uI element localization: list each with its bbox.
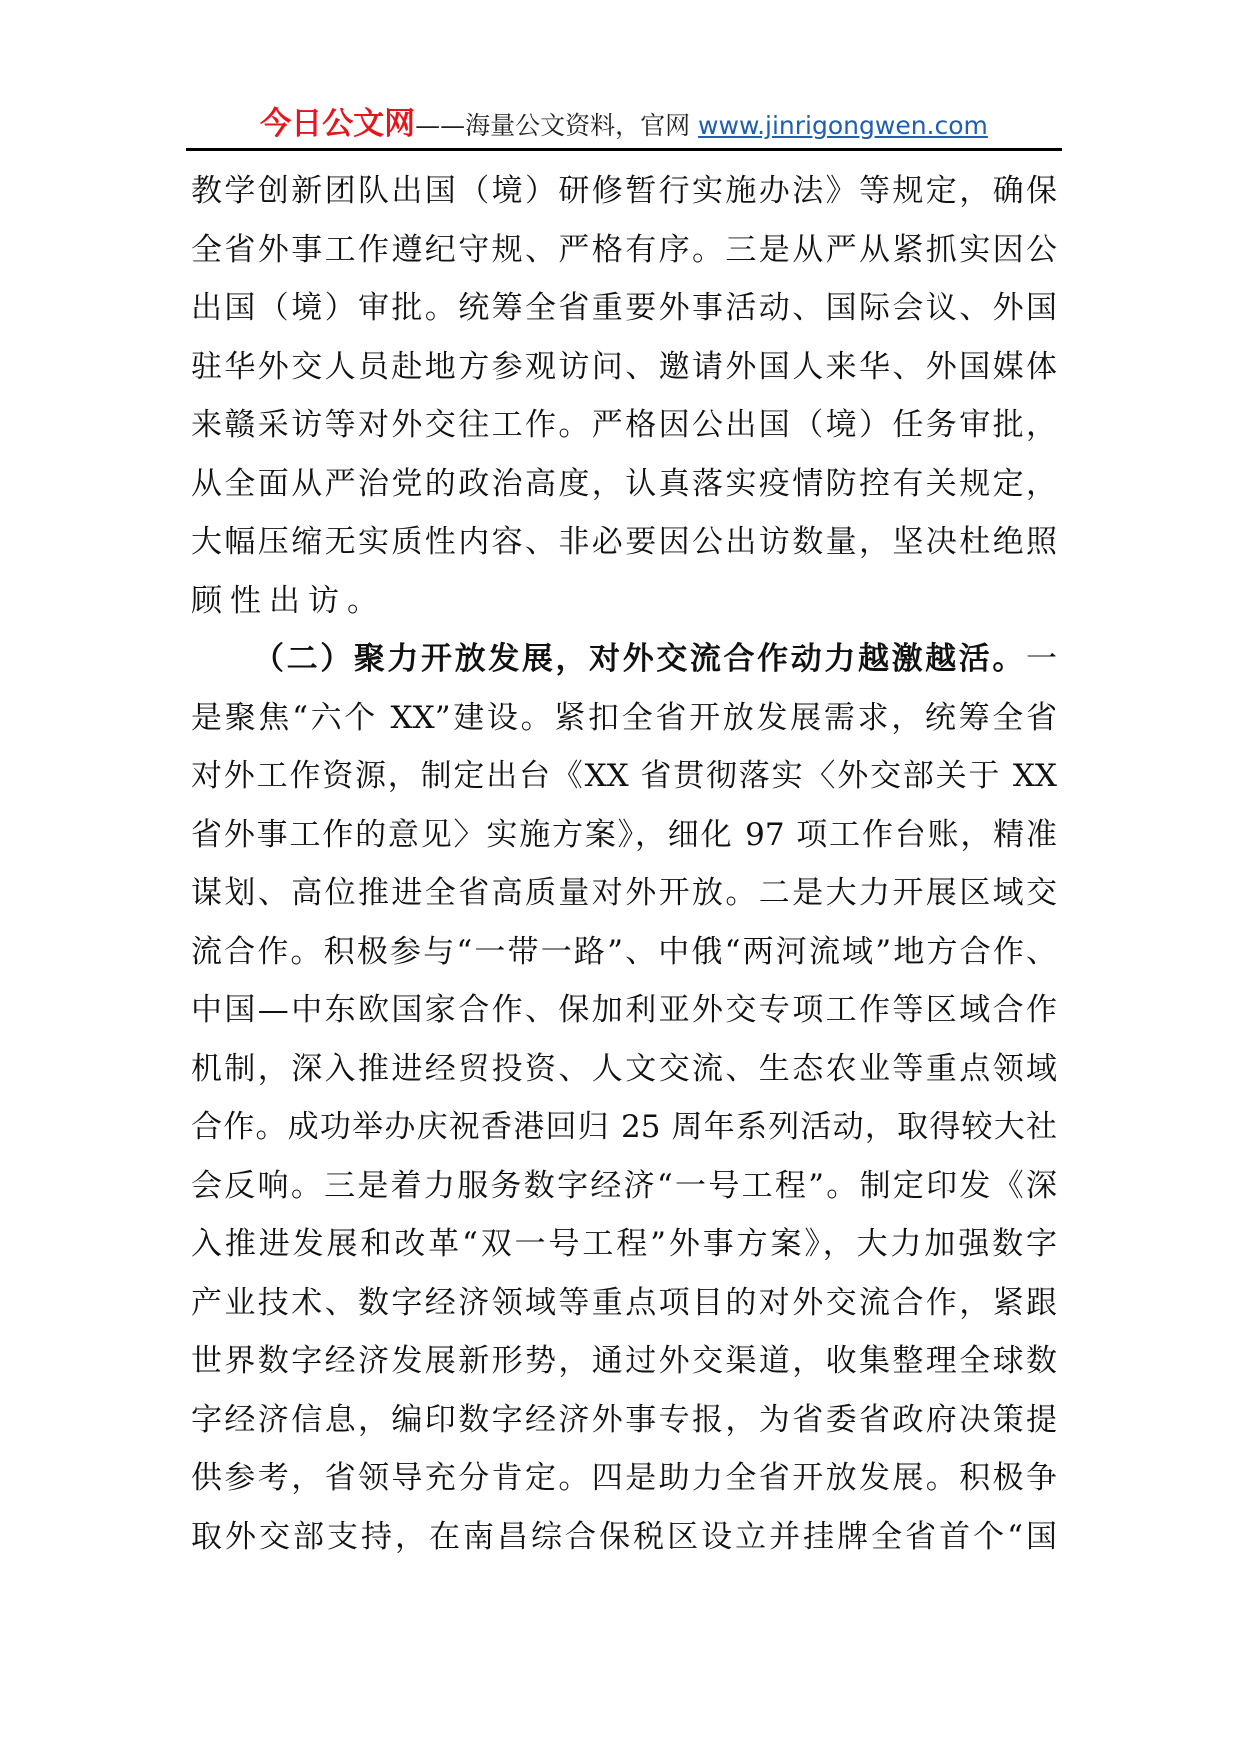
text-line: 从全面从严治党的政治高度，认真落实疫情防控有关规定， [191, 465, 1057, 502]
paragraph-2 [191, 689, 1057, 1567]
text-line: 谋划、高位推进全省高质量对外开放。二是大力开展区域交 [191, 875, 1057, 911]
page-header [191, 104, 1057, 144]
text-line: 大幅压缩无实质性内容、非必要因公出访数量，坚决杜绝照 [191, 524, 1057, 560]
text-line: 顾性出访。 [191, 582, 386, 619]
section-heading-line [191, 630, 1057, 689]
text-line: 出国（境）审批。统筹全省重要外事活动、国际会议、外国 [191, 290, 1057, 326]
text-line: 教学创新团队出国（境）研修暂行实施办法》等规定，确保 [191, 173, 1057, 209]
text-line: 对外工作资源，制定出台《XX 省贯彻落实〈外交部关于 XX [191, 758, 1057, 794]
text-line: 字经济信息，编印数字经济外事专报，为省委省政府决策提 [191, 1401, 1057, 1438]
header-tagline: ——海量公文资料，官网 [415, 111, 699, 140]
text-line: 流合作。积极参与“一带一路”、中俄“两河流域”地方合作、 [191, 933, 1057, 970]
text-line: 合作。成功举办庆祝香港回归 25 周年系列活动，取得较大社 [191, 1109, 1057, 1145]
document-body [191, 162, 1057, 1566]
site-logo-text: 今日公文网 [260, 106, 416, 142]
header-divider [186, 148, 1062, 151]
text-line: 会反响。三是着力服务数字经济“一号工程”。制定印发《深 [191, 1167, 1057, 1204]
text-line: 世界数字经济发展新形势，通过外交渠道，收集整理全球数 [191, 1343, 1057, 1379]
website-link[interactable]: www.jinrigongwen.com [698, 111, 988, 140]
text-line: 是聚焦“六个 XX”建设。紧扣全省开放发展需求，统筹全省 [191, 699, 1057, 736]
text-line: 机制，深入推进经贸投资、人文交流、生态农业等重点领域 [191, 1050, 1057, 1087]
paragraph-1 [191, 162, 1057, 630]
heading-tail-text: 一 [1026, 641, 1057, 677]
text-line: 取外交部支持，在南昌综合保税区设立并挂牌全省首个“国 [191, 1518, 1057, 1555]
text-line: 产业技术、数字经济领域等重点项目的对外交流合作，紧跟 [191, 1284, 1057, 1321]
text-line: 省外事工作的意见〉实施方案》，细化 97 项工作台账，精准 [191, 816, 1057, 853]
text-line: 来赣采访等对外交往工作。严格因公出国（境）任务审批， [191, 407, 1057, 443]
text-line: 供参考，省领导充分肯定。四是助力全省开放发展。积极争 [191, 1460, 1057, 1496]
section-heading: （二）聚力开放发展，对外交流合作动力越激越活。 [253, 641, 1026, 677]
text-line: 驻华外交人员赴地方参观访问、邀请外国人来华、外国媒体 [191, 348, 1057, 385]
text-line: 中国—中东欧国家合作、保加利亚外交专项工作等区域合作 [191, 992, 1057, 1028]
text-line: 全省外事工作遵纪守规、严格有序。三是从严从紧抓实因公 [191, 231, 1057, 268]
text-line: 入推进发展和改革“双一号工程”外事方案》，大力加强数字 [191, 1226, 1057, 1262]
